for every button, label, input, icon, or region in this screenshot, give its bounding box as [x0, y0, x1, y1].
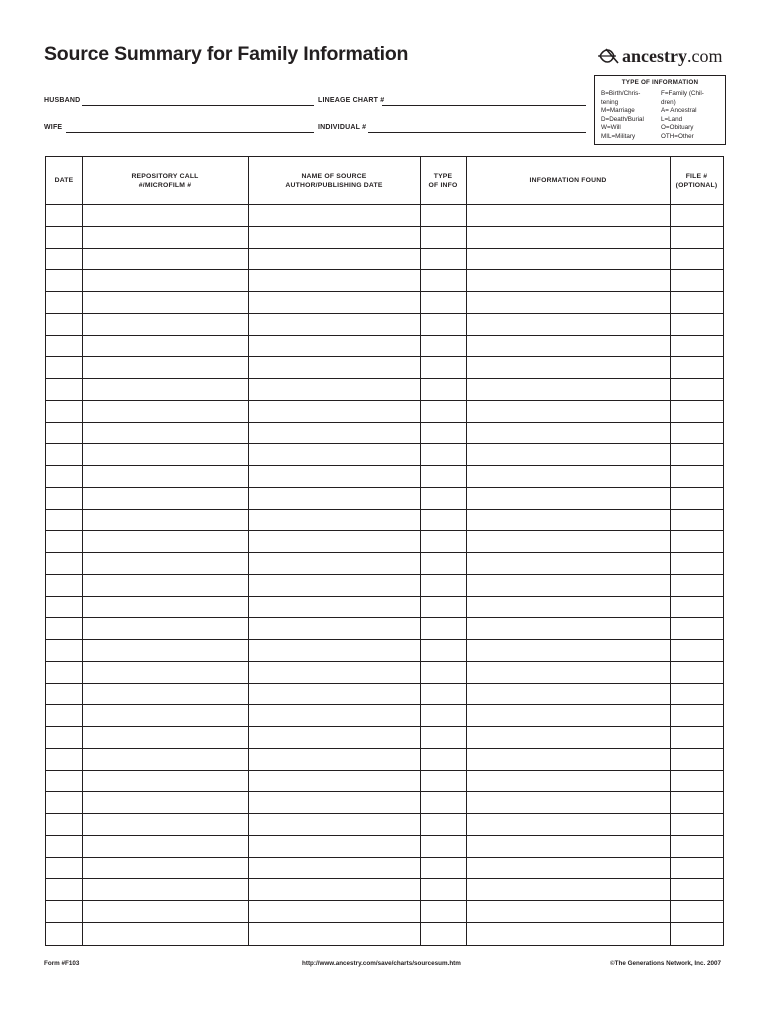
file-number-cell[interactable]: [670, 357, 723, 378]
date-cell[interactable]: [46, 466, 82, 487]
date-cell[interactable]: [46, 205, 82, 226]
legend-item: tening: [601, 98, 619, 106]
source-name-cell[interactable]: [248, 292, 420, 313]
source-name-cell[interactable]: [248, 792, 420, 813]
table-row: [46, 292, 723, 314]
information-found-cell[interactable]: [466, 466, 670, 487]
type-of-info-cell[interactable]: [420, 336, 466, 357]
information-found-cell[interactable]: [466, 575, 670, 596]
date-cell[interactable]: [46, 575, 82, 596]
repository-call-cell[interactable]: [82, 662, 248, 683]
type-of-info-cell[interactable]: [420, 270, 466, 291]
repository-call-cell[interactable]: [82, 357, 248, 378]
file-number-cell[interactable]: [670, 336, 723, 357]
date-cell[interactable]: [46, 597, 82, 618]
source-name-cell[interactable]: [248, 249, 420, 270]
repository-call-cell[interactable]: [82, 423, 248, 444]
information-found-cell[interactable]: [466, 401, 670, 422]
file-number-cell[interactable]: [670, 249, 723, 270]
type-of-info-cell[interactable]: [420, 836, 466, 857]
file-number-cell[interactable]: [670, 684, 723, 705]
repository-call-cell[interactable]: [82, 401, 248, 422]
information-found-cell[interactable]: [466, 923, 670, 945]
table-header: [46, 157, 723, 205]
repository-call-cell[interactable]: [82, 205, 248, 226]
column-header-repository-call: REPOSITORY CALL #/MICROFILM #: [131, 172, 199, 189]
table-row: [46, 444, 723, 466]
source-name-cell[interactable]: [248, 401, 420, 422]
type-of-info-cell[interactable]: [420, 727, 466, 748]
file-number-cell[interactable]: [670, 553, 723, 574]
individual-label: INDIVIDUAL #: [318, 124, 367, 131]
repository-call-cell[interactable]: [82, 249, 248, 270]
type-of-info-cell[interactable]: [420, 488, 466, 509]
information-found-cell[interactable]: [466, 205, 670, 226]
repository-call-cell[interactable]: [82, 314, 248, 335]
repository-call-cell[interactable]: [82, 901, 248, 922]
table-row: [46, 379, 723, 401]
information-found-cell[interactable]: [466, 618, 670, 639]
date-cell[interactable]: [46, 270, 82, 291]
table-row: [46, 662, 723, 684]
column-divider: [420, 157, 421, 945]
file-number-cell[interactable]: [670, 575, 723, 596]
table-row: [46, 705, 723, 727]
source-summary-table: [45, 156, 724, 946]
date-cell[interactable]: [46, 923, 82, 945]
file-number-cell[interactable]: [670, 901, 723, 922]
table-row: [46, 792, 723, 814]
repository-call-cell[interactable]: [82, 923, 248, 945]
information-found-cell[interactable]: [466, 270, 670, 291]
repository-call-cell[interactable]: [82, 771, 248, 792]
information-found-cell[interactable]: [466, 749, 670, 770]
file-number-cell[interactable]: [670, 488, 723, 509]
repository-call-cell[interactable]: [82, 531, 248, 552]
repository-call-cell[interactable]: [82, 814, 248, 835]
type-of-info-cell[interactable]: [420, 444, 466, 465]
legend-item: W=Will: [601, 124, 621, 132]
table-row: [46, 575, 723, 597]
source-name-cell[interactable]: [248, 314, 420, 335]
column-divider: [248, 157, 249, 945]
type-of-information-legend: [594, 75, 726, 145]
type-of-info-cell[interactable]: [420, 858, 466, 879]
repository-call-cell[interactable]: [82, 597, 248, 618]
table-row: [46, 901, 723, 923]
file-number-cell[interactable]: [670, 205, 723, 226]
column-header-information-found: INFORMATION FOUND: [529, 177, 607, 184]
information-found-cell[interactable]: [466, 531, 670, 552]
date-cell[interactable]: [46, 379, 82, 400]
table-row: [46, 618, 723, 640]
file-number-cell[interactable]: [670, 379, 723, 400]
information-found-cell[interactable]: [466, 814, 670, 835]
individual-field[interactable]: [368, 132, 586, 133]
date-cell[interactable]: [46, 531, 82, 552]
date-cell[interactable]: [46, 618, 82, 639]
file-number-cell[interactable]: [670, 314, 723, 335]
wife-row: [44, 124, 589, 134]
repository-call-cell[interactable]: [82, 727, 248, 748]
repository-call-cell[interactable]: [82, 292, 248, 313]
information-found-cell[interactable]: [466, 510, 670, 531]
source-name-cell[interactable]: [248, 357, 420, 378]
column-header-date: DATE: [54, 177, 74, 184]
date-cell[interactable]: [46, 510, 82, 531]
source-name-cell[interactable]: [248, 423, 420, 444]
logo-brand: ancestry: [622, 45, 687, 66]
type-of-info-cell[interactable]: [420, 205, 466, 226]
repository-call-cell[interactable]: [82, 575, 248, 596]
footer-copyright: ©The Generations Network, Inc. 2007: [610, 960, 722, 967]
repository-call-cell[interactable]: [82, 705, 248, 726]
source-name-cell[interactable]: [248, 618, 420, 639]
date-cell[interactable]: [46, 336, 82, 357]
type-of-info-cell[interactable]: [420, 227, 466, 248]
logo-suffix: .com: [686, 45, 723, 66]
file-number-cell[interactable]: [670, 270, 723, 291]
wife-field[interactable]: [66, 132, 314, 133]
file-number-cell[interactable]: [670, 792, 723, 813]
date-cell[interactable]: [46, 705, 82, 726]
type-of-info-cell[interactable]: [420, 553, 466, 574]
date-cell[interactable]: [46, 814, 82, 835]
repository-call-cell[interactable]: [82, 749, 248, 770]
type-of-info-cell[interactable]: [420, 249, 466, 270]
table-row: [46, 249, 723, 271]
information-found-cell[interactable]: [466, 662, 670, 683]
legend-item: B=Birth/Chris-: [601, 90, 641, 97]
source-name-cell[interactable]: [248, 575, 420, 596]
information-found-cell[interactable]: [466, 292, 670, 313]
husband-label: HUSBAND: [44, 97, 81, 104]
table-row: [46, 771, 723, 793]
repository-call-cell[interactable]: [82, 684, 248, 705]
repository-call-cell[interactable]: [82, 792, 248, 813]
source-name-cell[interactable]: [248, 227, 420, 248]
information-found-cell[interactable]: [466, 357, 670, 378]
repository-call-cell[interactable]: [82, 553, 248, 574]
file-number-cell[interactable]: [670, 662, 723, 683]
type-of-info-cell[interactable]: [420, 814, 466, 835]
type-of-info-cell[interactable]: [420, 684, 466, 705]
source-name-cell[interactable]: [248, 705, 420, 726]
type-of-info-cell[interactable]: [420, 575, 466, 596]
table-row: [46, 879, 723, 901]
date-cell[interactable]: [46, 771, 82, 792]
type-of-info-cell[interactable]: [420, 879, 466, 900]
date-cell[interactable]: [46, 662, 82, 683]
file-number-cell[interactable]: [670, 640, 723, 661]
date-cell[interactable]: [46, 249, 82, 270]
table-row: [46, 510, 723, 532]
file-number-cell[interactable]: [670, 401, 723, 422]
legend-item: A= Ancestral: [661, 107, 697, 115]
file-number-cell[interactable]: [670, 771, 723, 792]
date-cell[interactable]: [46, 357, 82, 378]
source-name-cell[interactable]: [248, 488, 420, 509]
information-found-cell[interactable]: [466, 379, 670, 400]
file-number-cell[interactable]: [670, 705, 723, 726]
date-cell[interactable]: [46, 879, 82, 900]
information-found-cell[interactable]: [466, 553, 670, 574]
date-cell[interactable]: [46, 640, 82, 661]
source-name-cell[interactable]: [248, 923, 420, 945]
table-row: [46, 488, 723, 510]
repository-call-cell[interactable]: [82, 270, 248, 291]
table-row: [46, 684, 723, 706]
file-number-cell[interactable]: [670, 444, 723, 465]
legend-item: dren): [661, 98, 676, 106]
column-divider: [670, 157, 671, 945]
information-found-cell[interactable]: [466, 488, 670, 509]
information-found-cell[interactable]: [466, 597, 670, 618]
repository-call-cell[interactable]: [82, 466, 248, 487]
table-row: [46, 923, 723, 945]
type-of-info-cell[interactable]: [420, 618, 466, 639]
column-divider: [466, 157, 467, 945]
information-found-cell[interactable]: [466, 901, 670, 922]
source-name-cell[interactable]: [248, 858, 420, 879]
table-row: [46, 270, 723, 292]
date-cell[interactable]: [46, 227, 82, 248]
repository-call-cell[interactable]: [82, 510, 248, 531]
source-name-cell[interactable]: [248, 531, 420, 552]
table-row: [46, 836, 723, 858]
date-cell[interactable]: [46, 858, 82, 879]
table-row: [46, 423, 723, 445]
information-found-cell[interactable]: [466, 684, 670, 705]
table-row: [46, 205, 723, 227]
file-number-cell[interactable]: [670, 227, 723, 248]
source-name-cell[interactable]: [248, 814, 420, 835]
type-of-info-cell[interactable]: [420, 749, 466, 770]
column-header-file-number: FILE # (OPTIONAL): [675, 172, 718, 189]
information-found-cell[interactable]: [466, 336, 670, 357]
information-found-cell[interactable]: [466, 705, 670, 726]
source-name-cell[interactable]: [248, 771, 420, 792]
file-number-cell[interactable]: [670, 618, 723, 639]
date-cell[interactable]: [46, 727, 82, 748]
column-header-name-of-source: NAME OF SOURCE AUTHOR/PUBLISHING DATE: [285, 172, 383, 189]
information-found-cell[interactable]: [466, 314, 670, 335]
date-cell[interactable]: [46, 836, 82, 857]
date-cell[interactable]: [46, 423, 82, 444]
information-found-cell[interactable]: [466, 227, 670, 248]
source-name-cell[interactable]: [248, 684, 420, 705]
type-of-info-cell[interactable]: [420, 379, 466, 400]
legend-item: D=Death/Burial: [601, 115, 644, 123]
source-name-cell[interactable]: [248, 727, 420, 748]
date-cell[interactable]: [46, 444, 82, 465]
file-number-cell[interactable]: [670, 836, 723, 857]
repository-call-cell[interactable]: [82, 858, 248, 879]
source-name-cell[interactable]: [248, 510, 420, 531]
type-of-info-cell[interactable]: [420, 401, 466, 422]
information-found-cell[interactable]: [466, 792, 670, 813]
type-of-info-cell[interactable]: [420, 705, 466, 726]
source-name-cell[interactable]: [248, 444, 420, 465]
type-of-info-cell[interactable]: [420, 292, 466, 313]
file-number-cell[interactable]: [670, 423, 723, 444]
repository-call-cell[interactable]: [82, 640, 248, 661]
file-number-cell[interactable]: [670, 923, 723, 945]
type-of-info-cell[interactable]: [420, 792, 466, 813]
date-cell[interactable]: [46, 488, 82, 509]
wife-label: WIFE: [44, 124, 63, 131]
information-found-cell[interactable]: [466, 423, 670, 444]
legend-item: M=Marriage: [601, 107, 635, 115]
table-row: [46, 227, 723, 249]
repository-call-cell[interactable]: [82, 879, 248, 900]
file-number-cell[interactable]: [670, 727, 723, 748]
ancestry-logo: [596, 44, 722, 68]
date-cell[interactable]: [46, 792, 82, 813]
source-name-cell[interactable]: [248, 270, 420, 291]
table-row: [46, 553, 723, 575]
husband-row: [44, 97, 589, 107]
table-row: [46, 814, 723, 836]
type-of-info-cell[interactable]: [420, 466, 466, 487]
information-found-cell[interactable]: [466, 249, 670, 270]
date-cell[interactable]: [46, 401, 82, 422]
source-name-cell[interactable]: [248, 749, 420, 770]
source-name-cell[interactable]: [248, 553, 420, 574]
logo-text: [622, 46, 722, 67]
file-number-cell[interactable]: [670, 749, 723, 770]
table-row: [46, 357, 723, 379]
file-number-cell[interactable]: [670, 597, 723, 618]
table-row: [46, 531, 723, 553]
type-of-info-cell[interactable]: [420, 662, 466, 683]
ancestry-leaf-icon: [596, 45, 620, 67]
legend-right-column: [661, 90, 704, 142]
legend-left-column: [601, 90, 644, 142]
source-name-cell[interactable]: [248, 466, 420, 487]
date-cell[interactable]: [46, 553, 82, 574]
legend-item: MIL=Military: [601, 132, 636, 140]
table-row: [46, 336, 723, 358]
husband-field[interactable]: [82, 105, 314, 106]
type-of-info-cell[interactable]: [420, 531, 466, 552]
repository-call-cell[interactable]: [82, 488, 248, 509]
information-found-cell[interactable]: [466, 879, 670, 900]
source-name-cell[interactable]: [248, 662, 420, 683]
type-of-info-cell[interactable]: [420, 771, 466, 792]
date-cell[interactable]: [46, 901, 82, 922]
information-found-cell[interactable]: [466, 771, 670, 792]
repository-call-cell[interactable]: [82, 444, 248, 465]
information-found-cell[interactable]: [466, 444, 670, 465]
file-number-cell[interactable]: [670, 858, 723, 879]
information-found-cell[interactable]: [466, 727, 670, 748]
file-number-cell[interactable]: [670, 814, 723, 835]
source-name-cell[interactable]: [248, 879, 420, 900]
legend-item: OTH=Other: [661, 132, 694, 140]
date-cell[interactable]: [46, 684, 82, 705]
type-of-info-cell[interactable]: [420, 597, 466, 618]
form-number: Form #F103: [44, 960, 80, 967]
table-row: [46, 597, 723, 619]
table-row: [46, 401, 723, 423]
table-row: [46, 466, 723, 488]
lineage-chart-field[interactable]: [382, 105, 586, 106]
column-header-type-of-info: TYPE OF INFO: [428, 172, 458, 189]
page-title: Source Summary for Family Information: [44, 43, 409, 65]
file-number-cell[interactable]: [670, 466, 723, 487]
information-found-cell[interactable]: [466, 858, 670, 879]
source-name-cell[interactable]: [248, 205, 420, 226]
file-number-cell[interactable]: [670, 292, 723, 313]
file-number-cell[interactable]: [670, 510, 723, 531]
type-of-info-cell[interactable]: [420, 510, 466, 531]
repository-call-cell[interactable]: [82, 379, 248, 400]
type-of-info-cell[interactable]: [420, 423, 466, 444]
table-row: [46, 640, 723, 662]
type-of-info-cell[interactable]: [420, 923, 466, 945]
date-cell[interactable]: [46, 749, 82, 770]
table-row: [46, 314, 723, 336]
source-name-cell[interactable]: [248, 836, 420, 857]
type-of-info-cell[interactable]: [420, 640, 466, 661]
type-of-info-cell[interactable]: [420, 314, 466, 335]
file-number-cell[interactable]: [670, 879, 723, 900]
source-name-cell[interactable]: [248, 379, 420, 400]
table-row: [46, 858, 723, 880]
table-row: [46, 727, 723, 749]
legend-title: TYPE OF INFORMATION: [621, 79, 699, 86]
date-cell[interactable]: [46, 292, 82, 313]
repository-call-cell[interactable]: [82, 618, 248, 639]
type-of-info-cell[interactable]: [420, 357, 466, 378]
lineage-chart-label: LINEAGE CHART #: [318, 97, 385, 104]
repository-call-cell[interactable]: [82, 836, 248, 857]
table-row: [46, 749, 723, 771]
legend-item: O=Obituary: [661, 124, 694, 132]
footer-url: http://www.ancestry.com/save/charts/sourcesum.htm: [302, 960, 461, 967]
repository-call-cell[interactable]: [82, 336, 248, 357]
type-of-info-cell[interactable]: [420, 901, 466, 922]
repository-call-cell[interactable]: [82, 227, 248, 248]
source-name-cell[interactable]: [248, 901, 420, 922]
legend-item: F=Family (Chil-: [661, 90, 704, 97]
information-found-cell[interactable]: [466, 836, 670, 857]
file-number-cell[interactable]: [670, 531, 723, 552]
legend-item: L=Land: [661, 115, 683, 123]
date-cell[interactable]: [46, 314, 82, 335]
source-name-cell[interactable]: [248, 640, 420, 661]
column-divider: [82, 157, 83, 945]
information-found-cell[interactable]: [466, 640, 670, 661]
source-name-cell[interactable]: [248, 597, 420, 618]
source-name-cell[interactable]: [248, 336, 420, 357]
